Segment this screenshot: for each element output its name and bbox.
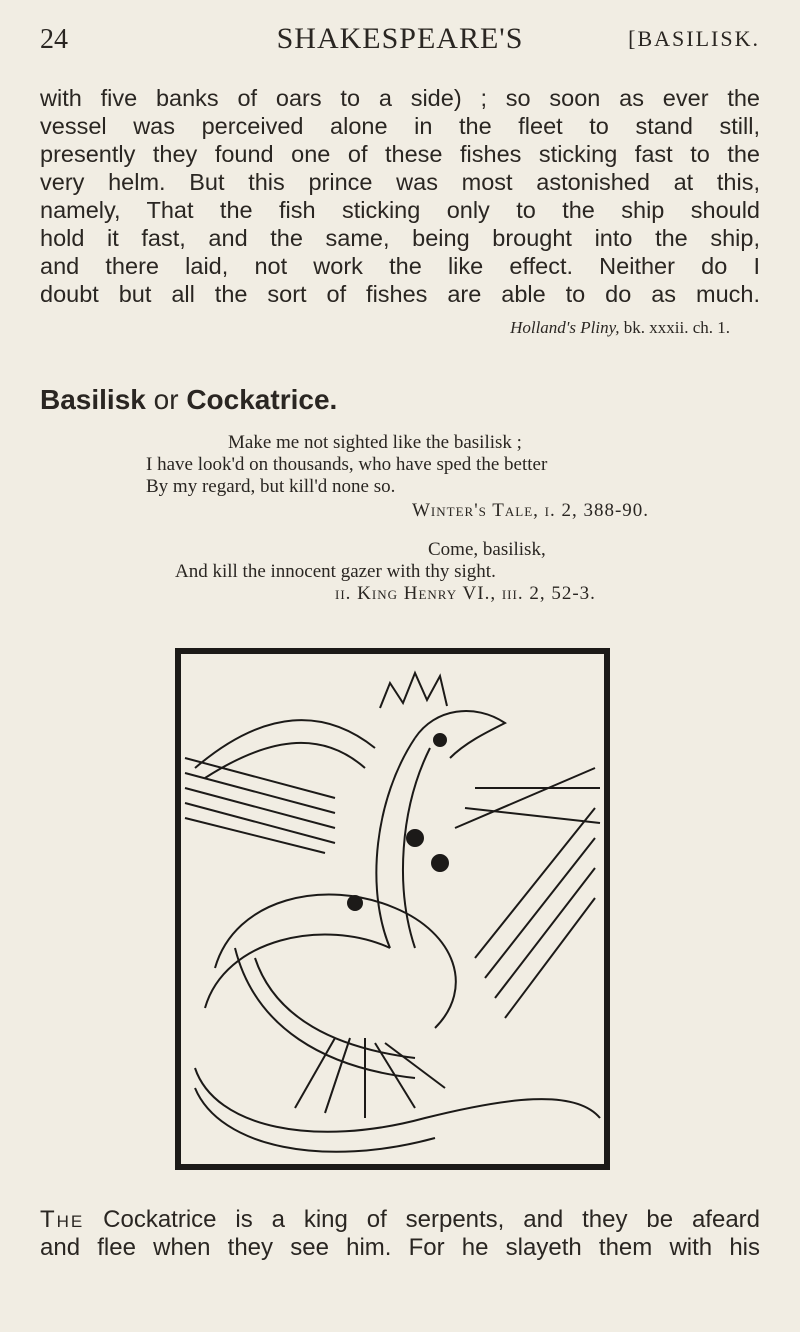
- body-line: namely, That the fish sticking only to the ship should: [40, 197, 760, 223]
- body-paragraph: [40, 84, 760, 308]
- closing-line1: Cockatrice is a king of serpents, and they be afeard: [84, 1206, 760, 1233]
- body-line: very helm. But this prince was most astonished at this,: [40, 169, 760, 195]
- body-line: doubt but all the sort of fishes are able to do as much.: [40, 281, 760, 307]
- page-header: [40, 22, 760, 58]
- closing-paragraph: [40, 1206, 760, 1262]
- body-line: with five banks of oars to a side) ; so soon as ever the: [40, 85, 760, 111]
- body-line: and there laid, not work the like effect. Neither do I: [40, 253, 760, 279]
- section-tag: [BASILISK.: [628, 26, 760, 51]
- quote1-line: Make me not sighted like the basilisk ;: [228, 432, 522, 453]
- quote1-attribution: Winter's Tale, i. 2, 388-90.: [412, 500, 650, 521]
- heading-basilisk: Basilisk: [40, 384, 146, 415]
- source-citation: [40, 318, 730, 338]
- section-heading: [40, 384, 337, 416]
- closing-line: [40, 1206, 760, 1234]
- citation-ref: bk. xxxii. ch. 1.: [619, 318, 730, 337]
- running-title: SHAKESPEARE'S: [276, 22, 524, 55]
- heading-or: or: [145, 384, 187, 415]
- cockatrice-woodcut: [175, 648, 610, 1170]
- quote1-line: I have look'd on thousands, who have sped the better: [146, 454, 548, 475]
- body-line: hold it fast, and the same, being brought into the ship,: [40, 225, 760, 251]
- body-line: vessel was perceived alone in the fleet to stand still,: [40, 113, 760, 139]
- quote2-attribution: ii. King Henry VI., iii. 2, 52-3.: [335, 583, 596, 604]
- closing-line: and flee when they see him. For he slayeth them with his: [40, 1234, 760, 1261]
- closing-lead: The: [40, 1206, 85, 1233]
- heading-cockatrice: Cockatrice.: [186, 384, 338, 415]
- citation-source: Holland's Pliny,: [510, 318, 620, 337]
- body-line: presently they found one of these fishes sticking fast to the: [40, 141, 760, 167]
- page-number: 24: [40, 24, 68, 55]
- quote2-line: And kill the innocent gazer with thy sight.: [175, 561, 496, 582]
- quote1-line: By my regard, but kill'd none so.: [146, 476, 396, 497]
- quote2-line: Come, basilisk,: [428, 539, 546, 560]
